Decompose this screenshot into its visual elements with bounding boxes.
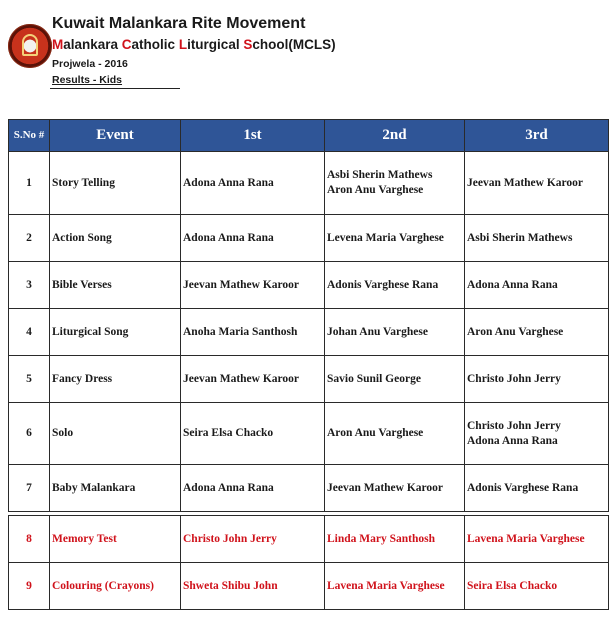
school-initial: S <box>243 37 253 52</box>
cell-text: Liturgical Song <box>52 325 129 338</box>
cell-text: Story Telling <box>52 176 115 189</box>
cell-text: Johan Anu Varghese <box>327 325 428 338</box>
school-word: atholic <box>131 37 179 52</box>
results-category: Results - Kids <box>52 74 123 86</box>
cell-text: Solo <box>52 427 74 439</box>
cell-text: Jeevan Mathew Karoor <box>467 176 584 189</box>
cell-text: 2 <box>26 231 32 244</box>
cell-text: Adona Anna Rana <box>183 231 274 244</box>
cell-sno <box>9 309 50 356</box>
cell-text: Adona Anna Rana <box>467 434 558 447</box>
cell-text: Colouring (Crayons) <box>52 579 154 592</box>
cell-text: Lavena Maria Varghese <box>467 532 585 545</box>
cell-text: Christo John Jerry <box>183 532 277 545</box>
cell-first-place <box>181 262 325 309</box>
cell-text: Shweta Shibu John <box>183 579 278 592</box>
cell-second-place <box>325 516 465 563</box>
cell-third-place <box>465 516 609 563</box>
column-header-third: 3rd <box>465 120 609 152</box>
cell-second-place <box>325 262 465 309</box>
cell-sno <box>9 563 50 610</box>
cell-text: 3 <box>26 278 32 291</box>
cell-text: Linda Mary Santhosh <box>327 532 436 545</box>
cell-second-place <box>325 152 465 215</box>
table-row <box>9 465 609 512</box>
cell-text: Aron Anu Varghese <box>327 427 424 439</box>
school-title <box>52 37 336 52</box>
cell-text: 5 <box>26 372 32 385</box>
cell-text: Baby Malankara <box>52 481 136 494</box>
cell-text: 8 <box>26 532 32 545</box>
cell-third-place <box>465 262 609 309</box>
cell-first-place <box>181 356 325 403</box>
table-row <box>9 152 609 215</box>
cell-second-place <box>325 563 465 610</box>
results-table <box>8 119 609 512</box>
cell-first-place <box>181 152 325 215</box>
school-initial: M <box>52 37 64 52</box>
cell-text: Jeevan Mathew Karoor <box>183 372 300 385</box>
cell-text: Bible Verses <box>52 278 112 291</box>
event-year: Projwela - 2016 <box>52 58 128 70</box>
cell-third-place <box>465 309 609 356</box>
cell-second-place <box>325 215 465 262</box>
cell-text: Adonis Varghese Rana <box>327 278 439 291</box>
cell-first-place <box>181 516 325 563</box>
column-header-sno: S.No # <box>9 120 50 152</box>
cell-text: Christo John Jerry <box>467 372 561 385</box>
cell-text: Aron Anu Varghese <box>327 184 424 196</box>
cell-first-place <box>181 563 325 610</box>
school-word: chool(MCLS) <box>252 37 336 52</box>
column-header-event: Event <box>50 120 181 152</box>
cell-text: Adona Anna Rana <box>183 481 274 494</box>
cell-text: Lavena Maria Varghese <box>327 579 445 592</box>
cell-second-place <box>325 309 465 356</box>
cell-event <box>50 516 181 563</box>
cell-first-place <box>181 403 325 465</box>
cell-text: Asbi Sherin Mathews <box>327 169 433 181</box>
cell-text: Fancy Dress <box>52 372 113 385</box>
cell-event <box>50 563 181 610</box>
cell-text: Action Song <box>52 231 112 244</box>
cell-event <box>50 309 181 356</box>
table-row <box>9 403 609 465</box>
cell-event <box>50 403 181 465</box>
cell-text: 9 <box>26 579 32 592</box>
cell-third-place <box>465 356 609 403</box>
table-row <box>9 563 609 610</box>
school-initial: L <box>178 37 188 52</box>
cell-third-place <box>465 563 609 610</box>
table-row <box>9 309 609 356</box>
school-word: iturgical <box>187 37 244 52</box>
table-row <box>9 356 609 403</box>
table-header-row <box>9 120 609 152</box>
column-header-second: 2nd <box>325 120 465 152</box>
cell-event <box>50 356 181 403</box>
cell-first-place <box>181 309 325 356</box>
cell-text: Seira Elsa Chacko <box>467 579 558 592</box>
cell-text: Jeevan Mathew Karoor <box>327 481 444 494</box>
column-header-first: 1st <box>181 120 325 152</box>
cell-third-place <box>465 152 609 215</box>
cell-text: 4 <box>26 325 32 338</box>
cell-sno <box>9 215 50 262</box>
cell-first-place <box>181 465 325 512</box>
cell-event <box>50 262 181 309</box>
school-word: alankara <box>63 37 122 52</box>
cell-third-place <box>465 465 609 512</box>
logo-emblem-icon <box>8 24 52 68</box>
cell-sno <box>9 356 50 403</box>
cell-text: Anoha Maria Santhosh <box>183 325 298 338</box>
school-initial: C <box>121 37 132 52</box>
cell-text: Memory Test <box>52 532 117 545</box>
cell-sno <box>9 403 50 465</box>
cell-text: Seira Elsa Chacko <box>183 427 274 439</box>
results-table-extra <box>8 515 609 610</box>
table-row <box>9 262 609 309</box>
cell-sno <box>9 516 50 563</box>
cell-text: Christo John Jerry <box>467 419 561 432</box>
cell-text: Jeevan Mathew Karoor <box>183 278 300 291</box>
cell-text: 1 <box>26 176 32 189</box>
cell-sno <box>9 152 50 215</box>
cell-first-place <box>181 215 325 262</box>
cell-text: Adona Anna Rana <box>467 278 558 291</box>
cell-event <box>50 152 181 215</box>
table-row <box>9 215 609 262</box>
cell-event <box>50 215 181 262</box>
cell-text: Asbi Sherin Mathews <box>467 231 573 244</box>
cell-third-place <box>465 403 609 465</box>
organization-title: Kuwait Malankara Rite Movement <box>52 15 306 32</box>
cell-text: Adona Anna Rana <box>183 176 274 189</box>
cell-text: Aron Anu Varghese <box>467 325 564 338</box>
cell-text: Levena Maria Varghese <box>327 231 444 244</box>
cell-second-place <box>325 356 465 403</box>
table-row <box>9 516 609 563</box>
cell-text: 6 <box>26 427 32 439</box>
cell-text: 7 <box>26 481 32 494</box>
cell-sno <box>9 465 50 512</box>
document-header <box>0 0 614 100</box>
cell-sno <box>9 262 50 309</box>
cell-event <box>50 465 181 512</box>
cell-text: Adonis Varghese Rana <box>467 481 579 494</box>
cell-second-place <box>325 403 465 465</box>
cell-third-place <box>465 215 609 262</box>
cell-second-place <box>325 465 465 512</box>
category-underline <box>50 88 180 89</box>
cell-text: Savio Sunil George <box>327 372 421 385</box>
